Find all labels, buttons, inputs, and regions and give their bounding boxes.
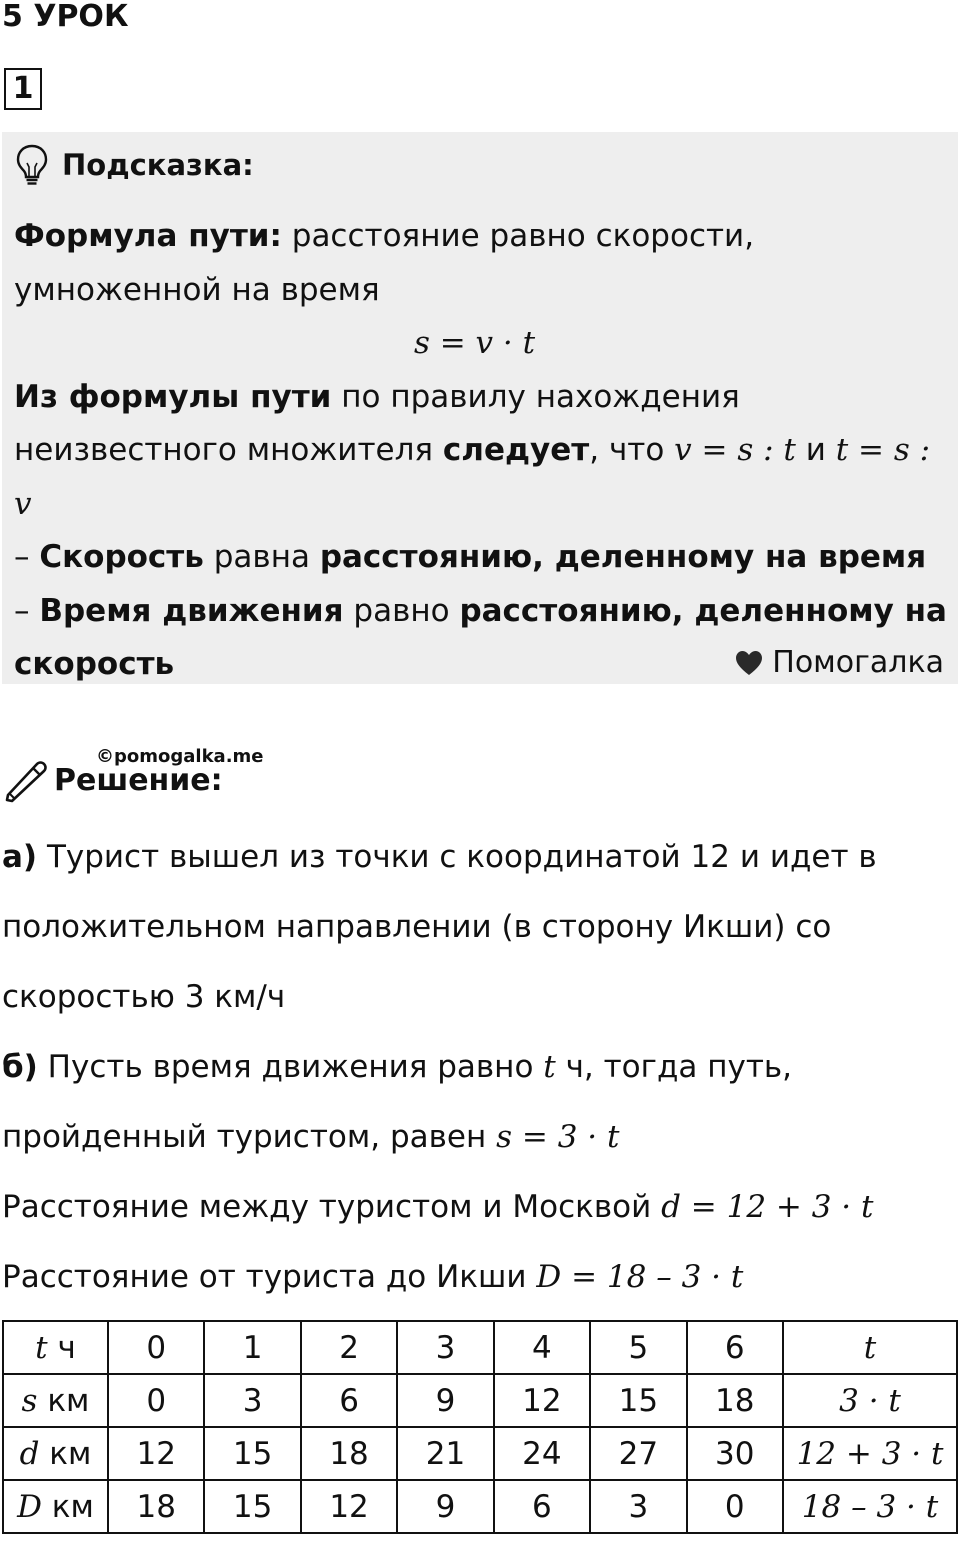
text: равно <box>343 592 460 629</box>
hint-footer <box>734 645 944 680</box>
unit: ч <box>47 1329 76 1366</box>
table-cell: 15 <box>590 1374 686 1427</box>
bold-term: Время движения <box>39 592 344 629</box>
table-cell: 6 <box>687 1321 783 1374</box>
lesson-title: 5 УРОК <box>2 0 129 34</box>
distance-formula: s = 3 · t <box>496 1119 620 1155</box>
d-formula: d = 12 + 3 · t <box>661 1189 874 1225</box>
table-cell: 3 <box>204 1374 300 1427</box>
table-cell: 24 <box>494 1427 590 1480</box>
time-formula: t = s : v <box>14 432 931 522</box>
speed-formula: v = s : t <box>674 432 796 468</box>
watermark: ©pomogalka.me <box>96 746 264 767</box>
unit: км <box>37 1382 90 1419</box>
table-cell: 12 <box>108 1427 204 1480</box>
variable: t <box>543 1049 556 1085</box>
text: Турист вышел из точки с координатой 12 и идет в положительном направлении (в сторону Икши) со скоростью 3 км/ч <box>2 839 877 1015</box>
table-row <box>3 1427 957 1480</box>
variable: s <box>21 1382 38 1419</box>
path-formula-description <box>14 210 949 317</box>
bold-term: расстоянию, деленному на время <box>319 539 927 575</box>
solution-title: Решение: <box>54 762 223 798</box>
row-header <box>3 1321 108 1374</box>
text: Пусть время движения равно <box>37 1049 544 1085</box>
table-cell: 9 <box>397 1480 493 1533</box>
table-cell: 27 <box>590 1427 686 1480</box>
distance-to-moscow <box>2 1172 952 1242</box>
row-header <box>3 1427 108 1480</box>
pencil-icon <box>4 757 48 803</box>
table-cell: 0 <box>687 1480 783 1533</box>
dash: – <box>14 539 40 575</box>
lightbulb-icon <box>14 143 50 187</box>
table-cell-formula: 3 · t <box>783 1374 957 1427</box>
solution-body <box>2 822 952 1312</box>
text: ч, тогда путь, пройденный туристом, равен <box>2 1049 793 1155</box>
hint-title: Подсказка: <box>62 148 254 182</box>
table-cell: 18 <box>301 1427 397 1480</box>
path-formula: s = v · t <box>413 325 536 361</box>
solution-header <box>4 757 223 803</box>
table-cell-formula: 12 + 3 · t <box>783 1427 957 1480</box>
part-label: а) <box>2 839 38 875</box>
part-a <box>2 822 952 1032</box>
table-row <box>3 1321 957 1374</box>
table-cell-formula: t <box>783 1321 957 1374</box>
table-cell: 6 <box>494 1480 590 1533</box>
table-row <box>3 1374 957 1427</box>
row-header <box>3 1374 108 1427</box>
hint-box <box>2 132 958 684</box>
variable: d <box>19 1435 40 1472</box>
bold-term: расстоянию, деленному на скорость <box>14 592 947 682</box>
text: и <box>795 432 836 468</box>
table-cell: 0 <box>108 1321 204 1374</box>
table-cell: 9 <box>397 1374 493 1427</box>
part-b <box>2 1032 952 1172</box>
row-header <box>3 1480 108 1533</box>
table-cell: 2 <box>301 1321 397 1374</box>
hint-body <box>14 210 949 692</box>
table-cell: 21 <box>397 1427 493 1480</box>
table-cell: 3 <box>590 1480 686 1533</box>
table-cell-formula: 18 – 3 · t <box>783 1480 957 1533</box>
part-label: б) <box>2 1049 38 1085</box>
distance-to-ikshi <box>2 1242 952 1312</box>
table-cell: 3 <box>397 1321 493 1374</box>
variable: t <box>35 1329 48 1366</box>
table-cell: 5 <box>590 1321 686 1374</box>
text: по правилу нахождения неизвестного множителя <box>14 378 740 468</box>
derived-formulas <box>14 371 949 532</box>
bold-term: Из формулы пути <box>14 378 332 415</box>
brand-label: Помогалка <box>772 645 944 680</box>
table-cell: 12 <box>494 1374 590 1427</box>
values-table <box>2 1320 958 1534</box>
text: равна <box>203 539 320 575</box>
table-cell: 4 <box>494 1321 590 1374</box>
unit: км <box>39 1435 92 1472</box>
table-row <box>3 1480 957 1533</box>
table-cell: 15 <box>204 1480 300 1533</box>
hint-header <box>14 142 254 188</box>
text: расстояние равно скорости, умноженной на время <box>14 218 755 308</box>
D-formula: D = 18 – 3 · t <box>536 1259 744 1295</box>
text: Расстояние между туристом и Москвой <box>2 1189 662 1225</box>
table-cell: 18 <box>687 1374 783 1427</box>
unit: км <box>41 1488 94 1525</box>
table-cell: 6 <box>301 1374 397 1427</box>
bold-term: Скорость <box>39 539 204 575</box>
table-cell: 1 <box>204 1321 300 1374</box>
table-cell: 12 <box>301 1480 397 1533</box>
task-number-box: 1 <box>4 68 42 110</box>
table-cell: 18 <box>108 1480 204 1533</box>
bold-term: следует <box>442 432 590 468</box>
table-cell: 0 <box>108 1374 204 1427</box>
heart-icon <box>734 649 764 677</box>
speed-rule <box>14 531 949 585</box>
text: Расстояние от туриста до Икши <box>2 1259 537 1295</box>
bold-term: Формула пути: <box>14 218 282 254</box>
table-cell: 15 <box>204 1427 300 1480</box>
text: , что <box>589 432 675 468</box>
variable: D <box>17 1488 42 1525</box>
dash: – <box>14 592 40 629</box>
table-cell: 30 <box>687 1427 783 1480</box>
